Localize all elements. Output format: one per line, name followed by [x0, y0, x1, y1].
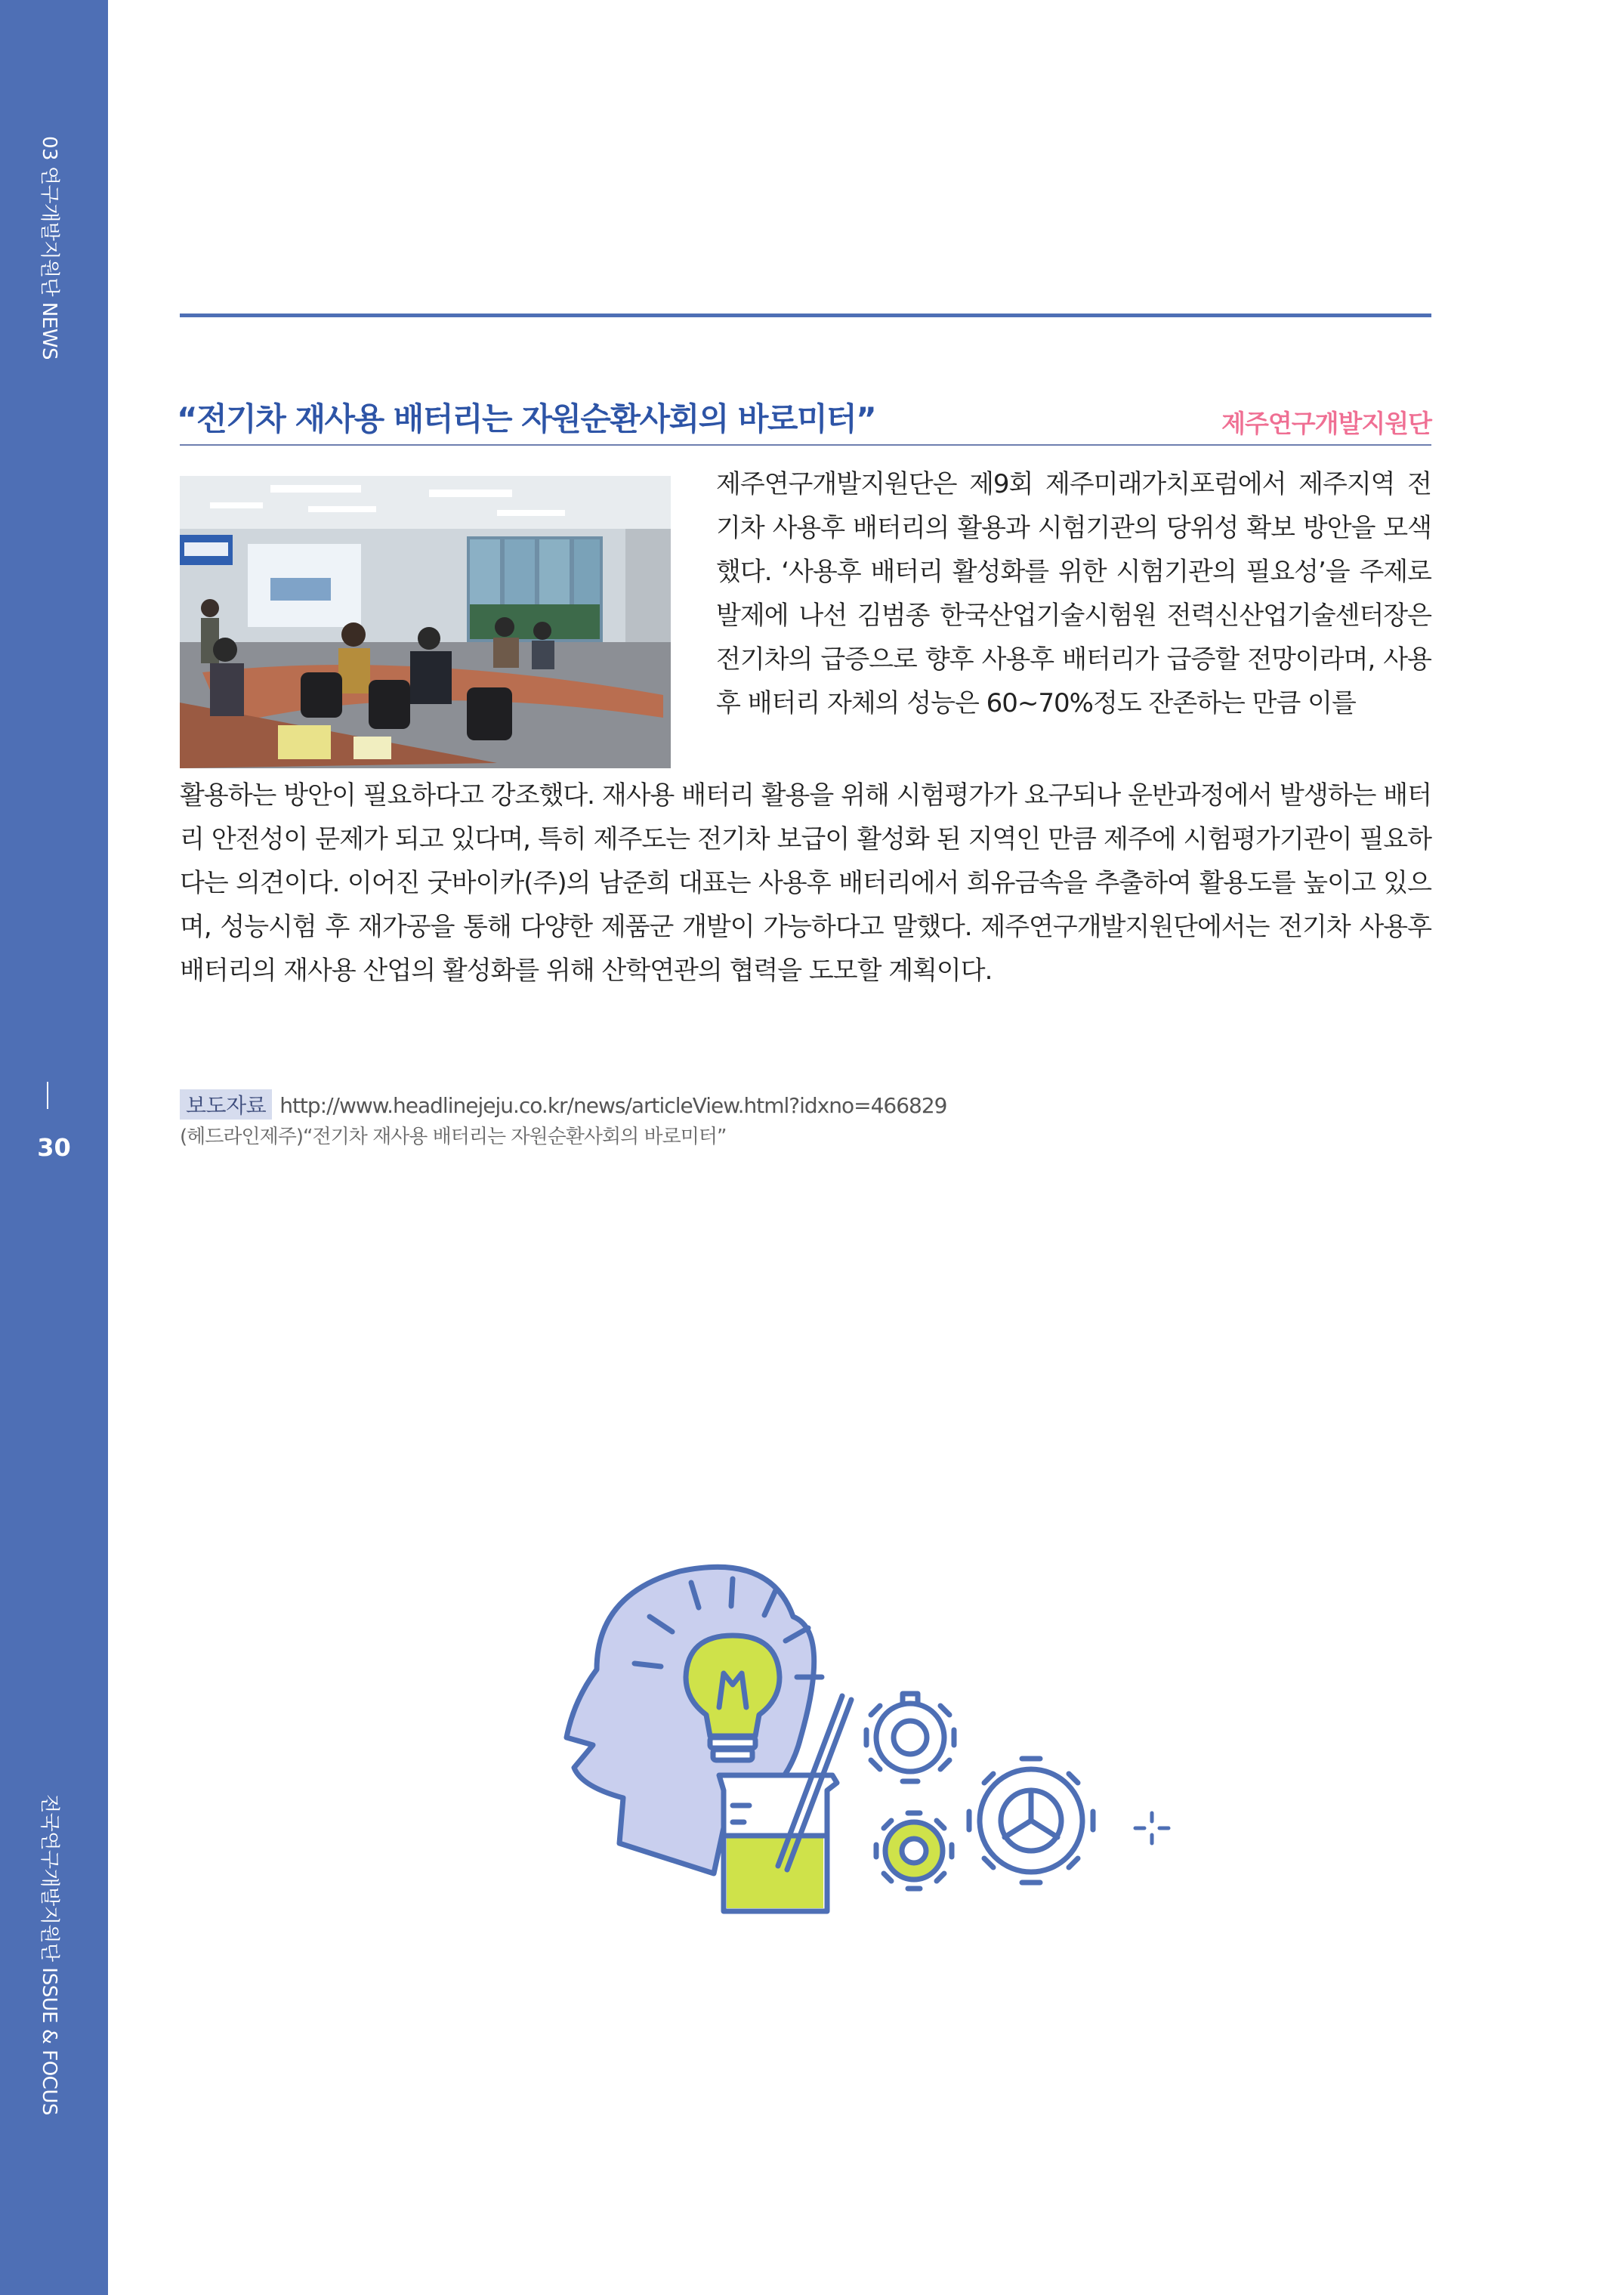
top-rule — [180, 314, 1431, 317]
reference-url[interactable]: http://www.headlinejeju.co.kr/news/articleView.html?idxno=466829 — [279, 1093, 947, 1118]
organization-label: 제주연구개발지원단 — [1221, 409, 1431, 438]
gear-icon-small — [876, 1813, 952, 1889]
headline-rule — [180, 444, 1431, 446]
gear-icon-top — [866, 1694, 954, 1781]
article-paragraph-intro: 제주연구개발지원단은 제9회 제주미래가치포럼에서 제주지역 전기차 사용후 배터리의 활용과 시험기관의 당위성 확보 방안을 모색했다. ‘사용후 배터리 활성화를 위한 시험기관의 필요성’을 주제로 발제에 나선 김범종 한국산업기술시험원 전력신산업기술센터장은 전기차의 급증으로 향후 사용후 배터리가 급증할 전망이라며, 사용후 배터리 자체의 성능은 60~70%정도 잔존하는 만큼 이를 — [716, 469, 1431, 718]
gear-icon-large — [969, 1759, 1093, 1883]
sparkle-icon — [1135, 1813, 1169, 1843]
page-number: 30 — [37, 1133, 71, 1162]
reference-note: (헤드라인제주)“전기차 재사용 배터리는 자원순환사회의 바로미터” — [180, 1126, 727, 1148]
conference-photo — [180, 476, 671, 768]
reference-line — [180, 1089, 946, 1120]
publication-label: 전국연구개발지원단 ISSUE & FOCUS — [38, 1794, 60, 2115]
section-label: 03 연구개발지원단 NEWS — [38, 136, 60, 360]
article-paragraph-body: 활용하는 방안이 필요하다고 강조했다. 재사용 배터리 활용을 위해 시험평가가 요구되나 운반과정에서 발생하는 배터리 안전성이 문제가 되고 있다며, 특히 제주도는 전기차 보급이 활성화 된 지역인 만큼 제주에 시험평가기관이 필요하다는 의견이다. 이어진 굿바이카(주)의 남준희 대표는 사용후 배터리에서 희유금속을 추출하여 활용도를 높이고 있으며, 성능시험 후 재가공을 통해 다양한 제품군 개발이 가능하다고 말했다. 제주연구개발지원단에서는 전기차 사용후 배터리의 재사용 산업의 활성화를 위해 산학연관의 협력을 도모할 계획이다. — [180, 780, 1431, 986]
sidebar — [0, 0, 108, 2295]
article-headline: “전기차 재사용 배터리는 자원순환사회의 바로미터” — [177, 400, 876, 437]
innovation-illustration — [551, 1549, 1171, 1944]
press-release-badge: 보도자료 — [180, 1089, 272, 1120]
page-tick-divider — [47, 1082, 48, 1109]
